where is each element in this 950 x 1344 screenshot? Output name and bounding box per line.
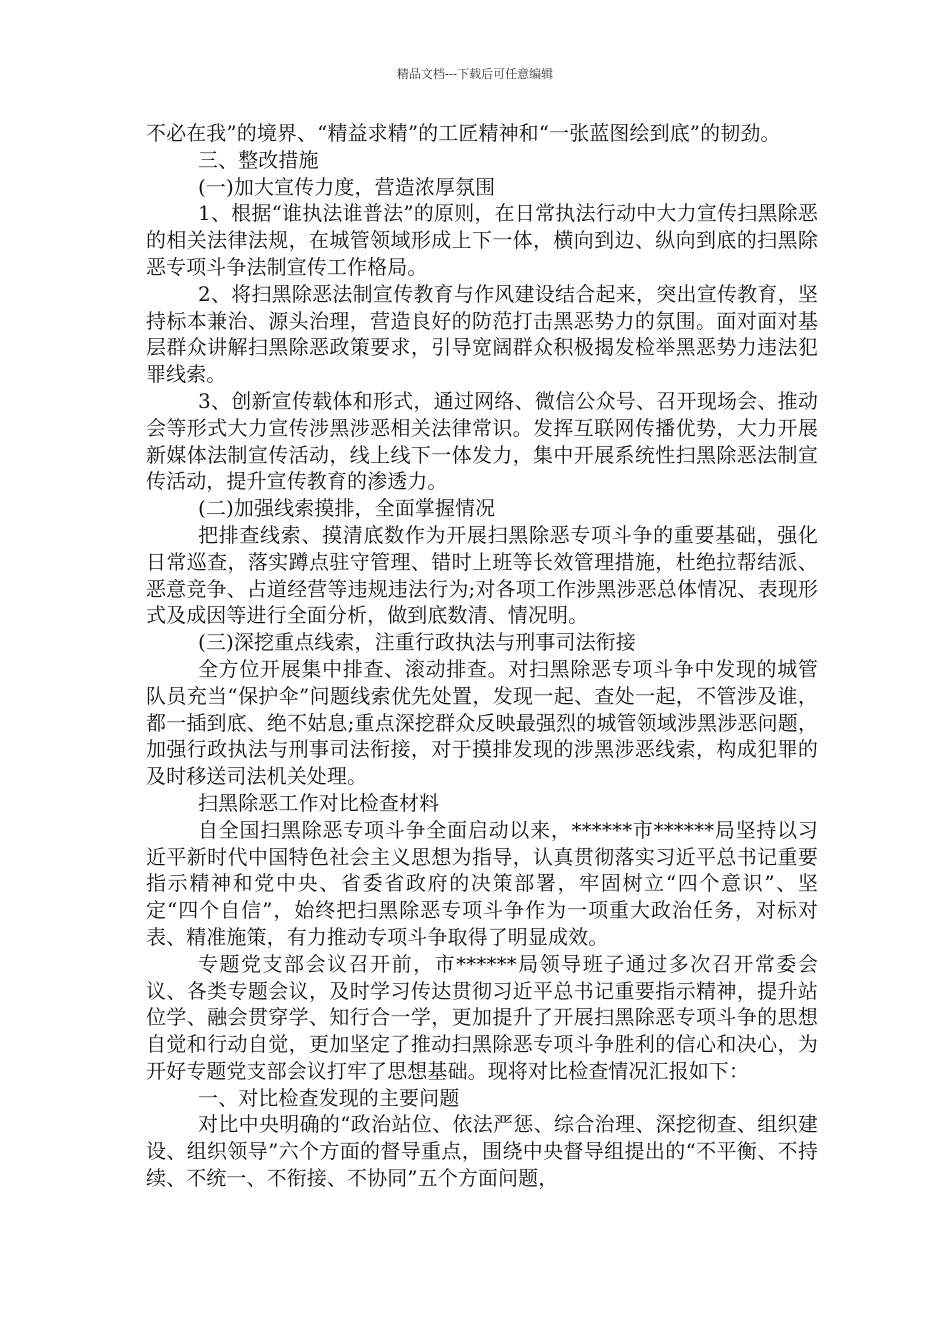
section-heading-measures: 三、整改措施 [198,147,319,172]
paragraph: 2、将扫黑除恶法制宣传教育与作风建设结合起来，突出宣传教育，坚持标本兼治、源头治理，营造良好的防范打击黑恶势力的氛围。面对面对基层群众讲解扫黑除恶政策要求，引导宽阔群众积极揭发检举黑恶势力违法犯罪线索。 [146,281,818,387]
paragraph: 自全国扫黑除恶专项斗争全面启动以来，******市******局坚持以习近平新时代中国特色社会主义思想为指导，认真贯彻落实习近平总书记重要指示精神和党中央、省委省政府的决策部署，牢固树立“四个意识”、坚定“四个自信”，始终把扫黑除恶专项斗争作为一项重大政治任务，对标对表、精准施策，有力推动专项斗争取得了明显成效。 [146,817,818,949]
subheading-publicity: (一)加大宣传力度，营造浓厚氛围 [198,174,496,199]
paragraph: 1、根据“谁执法谁普法”的原则，在日常执法行动中大力宣传扫黑除恶的相关法律法规，在城管领域形成上下一体，横向到边、纵向到底的扫黑除恶专项斗争法制宣传工作格局。 [146,201,818,279]
paragraph-continuation: 不必在我”的境界、“精益求精”的工匠精神和“一张蓝图绘到底”的韧劲。 [146,121,781,145]
paragraph: 全方位开展集中排查、滚动排查。对扫黑除恶专项斗争中发现的城管队员充当“保护伞”问题线索优先处置，发现一起、查处一起，不管涉及谁，都一插到底、绝不姑息;重点深挖群众反映最强烈的城管领域涉黑涉恶问题，加强行政执法与刑事司法衔接，对于摸排发现的涉黑涉恶线索，构成犯罪的及时移送司法机关处理。 [146,656,818,789]
document-body [146,120,818,1192]
subheading-clue-screening: (二)加强线索摸排，全面掌握情况 [198,496,496,521]
section-heading-problems: 一、对比检查发现的主要问题 [198,1085,460,1110]
page-header: 精品文档---下载后可任意编辑 [396,67,554,81]
paragraph: 把排查线索、摸清底数作为开展扫黑除恶专项斗争的重要基础，强化日常巡查，落实蹲点驻守管理、错时上班等长效管理措施，杜绝拉帮结派、恶意竞争、占道经营等违规违法行为;对各项工作涉黑涉恶总体情况、表现形式及成因等进行全面分析，做到底数清、情况明。 [146,522,818,628]
paragraph: 对比中央明确的“政治站位、依法严惩、综合治理、深挖彻查、组织建设、组织领导”六个方面的督导重点，围绕中央督导组提出的“不平衡、不持续、不统一、不衔接、不协同”五个方面问题， [146,1112,818,1191]
paragraph: 专题党支部会议召开前，市******局领导班子通过多次召开常委会议、各类专题会议，及时学习传达贯彻习近平总书记重要指示精神，提升站位学、融会贯穿学、知行合一学，更加提升了开展扫黑除恶专项斗争的思想自觉和行动自觉，更加坚定了推动扫黑除恶专项斗争胜利的信心和决心，为开好专题党支部会议打牢了思想基础。现将对比检查情况汇报如下： [146,951,818,1083]
document-title: 扫黑除恶工作对比检查材料 [198,790,440,815]
subheading-key-clues: (三)深挖重点线索，注重行政执法与刑事司法衔接 [198,630,636,655]
paragraph: 3、创新宣传载体和形式，通过网络、微信公众号、召开现场会、推动会等形式大力宣传涉黑涉恶相关法律常识。发挥互联网传播优势，大力开展新媒体法制宣传活动，线上线下一体发力，集中开展系统性扫黑除恶法制宣传活动，提升宣传教育的渗透力。 [146,388,818,494]
